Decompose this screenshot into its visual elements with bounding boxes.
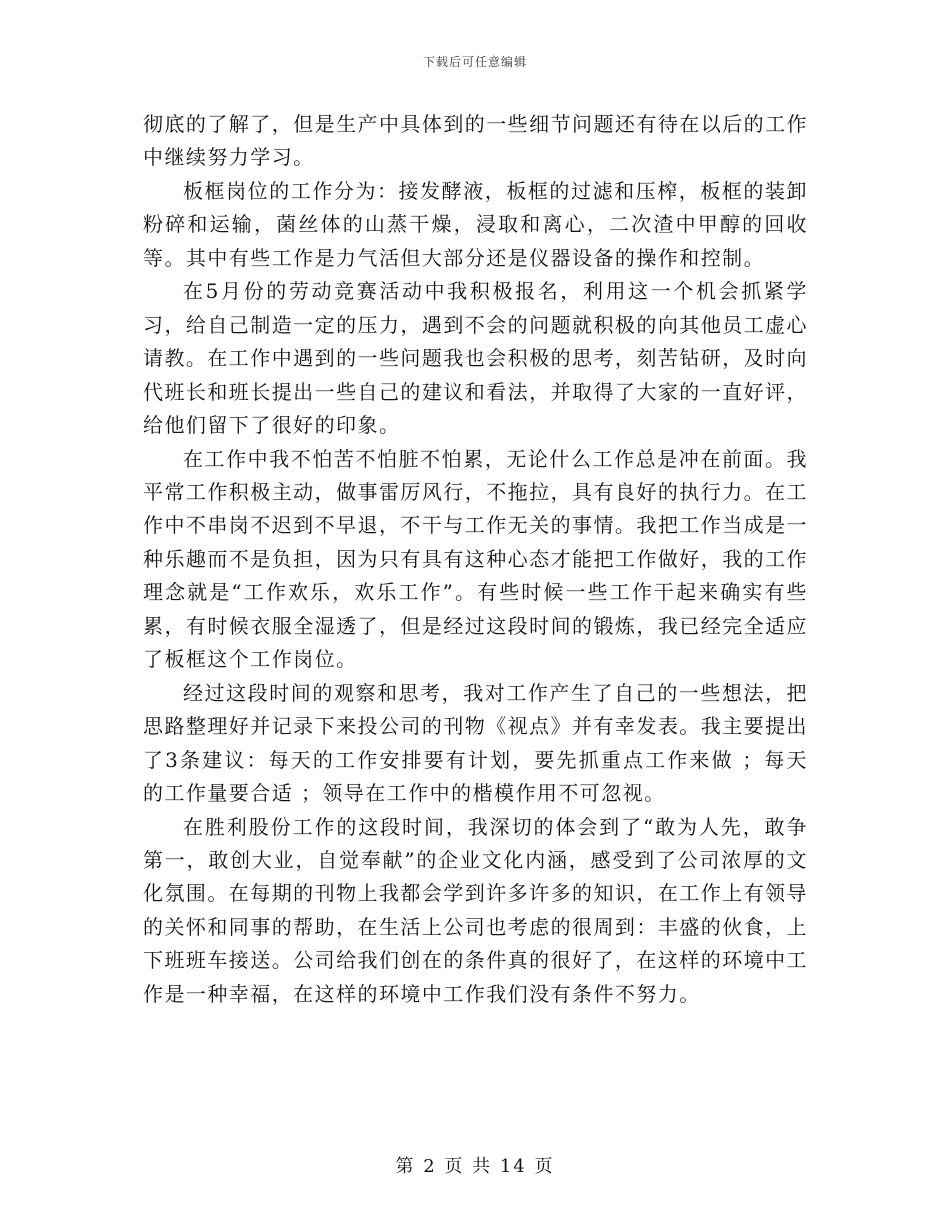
paragraph-culture: 在胜利股份工作的这段时间，我深切的体会到了“敢为人先，敢争第一，敢创大业，自觉奉献”的企业文化内涵，感受到了公司浓厚的文化氛围。在每期的刊物上我都会学到许多许多的知识，在工作上有领导的关怀和同事的帮助，在生活上公司也考虑的很周到：丰盛的伙食，上下班班车接送。公司给我们创在的条件真的很好了，在这样的环境中工作是一种幸福，在这样的环境中工作我们没有条件不努力。 <box>143 814 808 1006</box>
header-note: 下载后可任意编辑 <box>422 55 527 69</box>
paragraph-suggestions: 经过这段时间的观察和思考，我对工作产生了自己的一些想法，把思路整理好并记录下来投公司的刊物《视点》并有幸发表。我主要提出了3条建议：每天的工作安排要有计划，要先抓重点工作来做 ；每天的工作量要合适 ；领导在工作中的楷模作用不可忽视。 <box>143 680 808 806</box>
paragraph-competition: 在5月份的劳动竞赛活动中我积极报名，利用这一个机会抓紧学习，给自己制造一定的压力，遇到不会的问题就积极的向其他员工虚心请教。在工作中遇到的一些问题我也会积极的思考，刻苦钻研，及时向代班长和班长提出一些自己的建议和看法，并取得了大家的一直好评，给他们留下了很好的印象。 <box>143 279 808 438</box>
paragraph-attitude: 在工作中我不怕苦不怕脏不怕累，无论什么工作总是冲在前面。我平常工作积极主动，做事雷厉风行，不拖拉，具有良好的执行力。在工作中不串岗不迟到不早退，不干与工作无关的事情。我把工作当成是一种乐趣而不是负担，因为只有具有这种心态才能把工作做好，我的工作理念就是“工作欢乐，欢乐工作”。有些时候一些工作干起来确实有些累，有时候衣服全湿透了，但是经过这段时间的锻炼，我已经完全适应了板框这个工作岗位。 <box>143 446 808 672</box>
paragraph-duties: 板框岗位的工作分为：接发酵液，板框的过滤和压榨，板框的装卸粉碎和运输，菌丝体的山蒸干燥，浸取和离心，二次渣中甲醇的回收等。其中有些工作是力气活但大部分还是仪器设备的操作和控制。 <box>143 178 808 270</box>
document-body <box>143 108 808 1011</box>
paragraph-continuation: 彻底的了解了，但是生产中具体到的一些细节问题还有待在以后的工作中继续努力学习。 <box>143 112 808 170</box>
page-number: 第 2 页 共 14 页 <box>395 1156 555 1177</box>
